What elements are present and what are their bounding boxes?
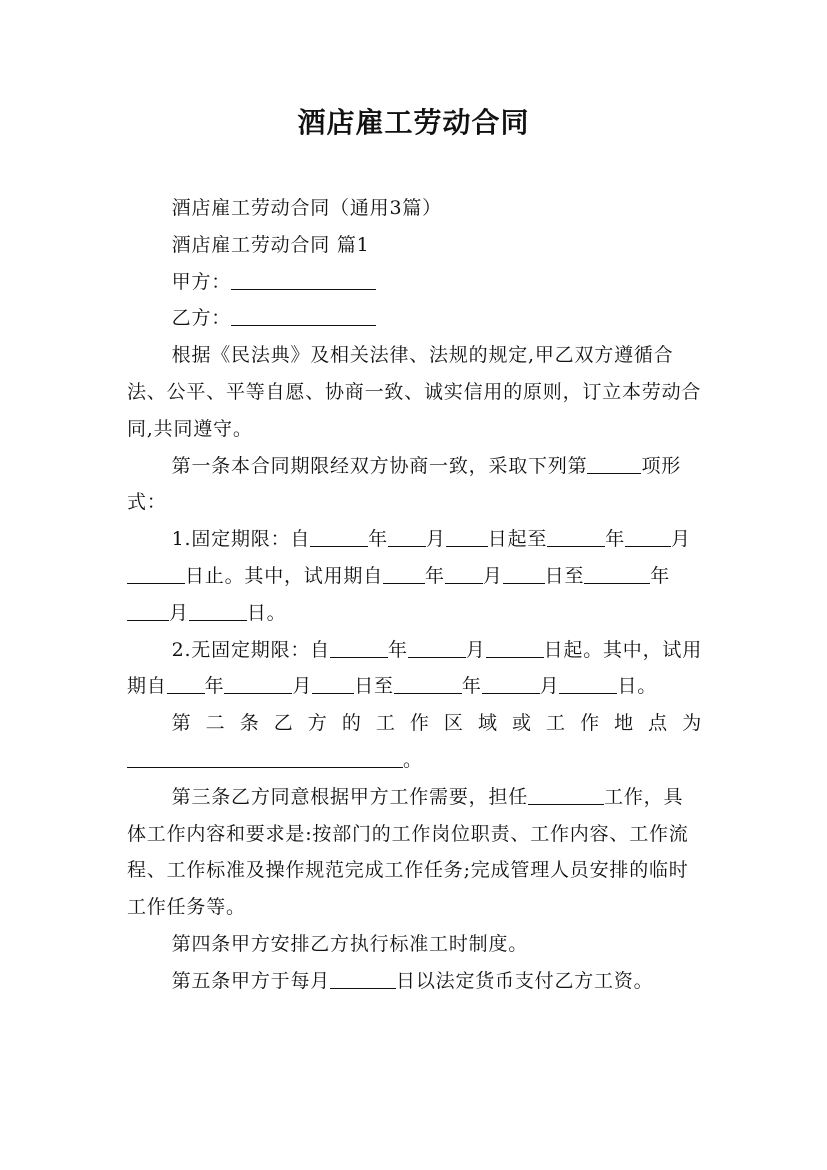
preamble-paragraph xyxy=(127,337,702,447)
subtitle-line xyxy=(127,190,702,227)
day-end-label: 日。 xyxy=(246,601,287,624)
article-four-text: 第四条甲方安排乙方执行标准工时制度。 xyxy=(171,932,529,955)
month-label: 月 xyxy=(482,564,503,587)
month-label: 月 xyxy=(169,601,189,624)
article-three-paragraph xyxy=(127,779,702,926)
trial-period-label: 日止。其中，试用期自 xyxy=(185,564,384,587)
year-label: 年 xyxy=(650,564,671,587)
fixed-start-year-blank xyxy=(310,526,368,547)
article-three-text: 第三条乙方同意根据甲方工作需要，担任 xyxy=(171,785,529,808)
article-one-suffix: 项形式： xyxy=(127,454,682,514)
month-label: 月 xyxy=(465,638,486,661)
trial-end-month-blank xyxy=(127,600,169,621)
article-two-text: 第二条乙方的工作区域或工作地点为 xyxy=(171,712,702,735)
indefinite-trial-end-day-blank xyxy=(559,673,617,694)
fixed-term-label: 1.固定期限：自 xyxy=(171,528,311,551)
start-to-label: 日起至 xyxy=(487,528,548,551)
trial-start-month-blank xyxy=(445,563,483,584)
indefinite-term-label: 2.无固定期限：自 xyxy=(171,638,330,661)
year-label: 年 xyxy=(461,675,482,698)
trial-end-day-blank xyxy=(189,600,247,621)
fixed-term-paragraph xyxy=(127,521,702,631)
preamble-text: 根据《民法典》及相关法律、法规的规定,甲乙双方遵循合法、公平、平等自愿、协商一致、诚实信用的原则，订立本劳动合同,共同遵守。 xyxy=(127,344,702,440)
trial-start-day-blank xyxy=(503,563,545,584)
article-four-paragraph xyxy=(127,926,702,963)
work-location-blank xyxy=(127,747,403,768)
indefinite-trial-end-label: 日至 xyxy=(354,675,394,698)
party-b-label: 乙方： xyxy=(171,307,232,330)
month-label: 月 xyxy=(539,675,560,698)
fixed-end-day-blank xyxy=(127,563,185,584)
day-end-label: 日。 xyxy=(617,675,658,698)
indefinite-start-month-blank xyxy=(408,637,466,658)
pay-day-blank xyxy=(330,968,396,989)
fixed-start-month-blank xyxy=(388,526,426,547)
document-body xyxy=(127,190,702,1000)
fixed-end-month-blank xyxy=(625,526,671,547)
fixed-end-year-blank xyxy=(547,526,605,547)
indefinite-term-paragraph xyxy=(127,632,702,706)
indefinite-trial-end-month-blank xyxy=(482,673,540,694)
indefinite-trial-start-month-blank xyxy=(224,673,292,694)
indefinite-start-year-blank xyxy=(330,637,388,658)
party-a-blank xyxy=(231,269,376,290)
indefinite-trial-start-year-blank xyxy=(167,673,205,694)
article-five-suffix: 日以法定货币支付乙方工资。 xyxy=(396,969,654,992)
year-label: 年 xyxy=(425,564,445,587)
trial-end-year-blank xyxy=(584,563,650,584)
month-label: 月 xyxy=(425,528,446,551)
year-label: 年 xyxy=(605,528,626,551)
article-five-text: 第五条甲方于每月 xyxy=(171,969,331,992)
month-label: 月 xyxy=(292,675,313,698)
article-one-paragraph xyxy=(127,448,702,522)
fixed-start-day-blank xyxy=(446,526,488,547)
year-label: 年 xyxy=(368,528,388,551)
year-label: 年 xyxy=(387,638,408,661)
party-b-line xyxy=(127,300,702,337)
article-one-blank xyxy=(587,453,641,474)
party-b-blank xyxy=(231,305,376,326)
month-label: 月 xyxy=(671,528,691,551)
trial-end-label: 日至 xyxy=(544,564,585,587)
indefinite-trial-end-year-blank xyxy=(394,673,462,694)
document-title: 酒店雇工劳动合同 xyxy=(297,106,530,139)
year-label: 年 xyxy=(204,675,225,698)
section-heading-text: 酒店雇工劳动合同 篇1 xyxy=(171,233,370,256)
article-two-blank-line xyxy=(127,742,702,779)
section-heading-line xyxy=(127,227,702,264)
subtitle-text: 酒店雇工劳动合同（通用3篇） xyxy=(171,197,442,219)
article-one-text: 第一条本合同期限经双方协商一致，采取下列第 xyxy=(171,454,588,477)
trial-start-year-blank xyxy=(383,563,425,584)
party-a-label: 甲方： xyxy=(171,270,232,293)
indefinite-trial-label: 日起。其中，试用期自 xyxy=(127,638,703,698)
article-two-paragraph xyxy=(127,705,702,742)
indefinite-trial-start-day-blank xyxy=(312,673,354,694)
article-three-details: 工作，具体工作内容和要求是:按部门的工作岗位职责、工作内容、工作流程、工作标准及操作规范完成工作任务;完成管理人员安排的临时工作任务等。 xyxy=(127,785,689,919)
indefinite-start-day-blank xyxy=(486,637,544,658)
party-a-line xyxy=(127,264,702,301)
article-five-paragraph xyxy=(127,963,702,1000)
position-blank xyxy=(528,784,604,805)
period: 。 xyxy=(403,748,423,771)
